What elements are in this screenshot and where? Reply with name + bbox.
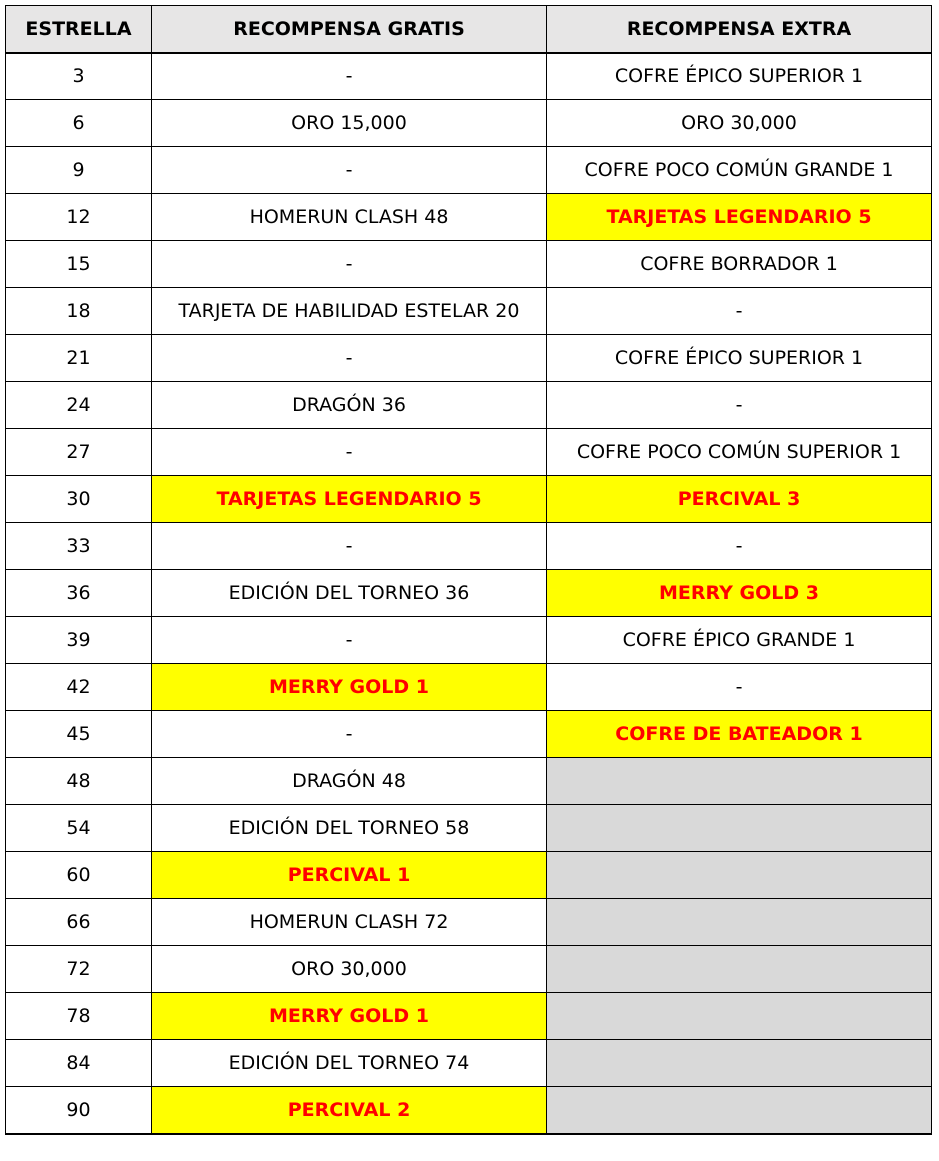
star-cell: 15 bbox=[6, 241, 152, 288]
extra-reward-cell: COFRE ÉPICO SUPERIOR 1 bbox=[547, 335, 932, 382]
free-reward-cell: PERCIVAL 2 bbox=[152, 1087, 547, 1134]
table-row bbox=[6, 664, 932, 711]
star-cell: 39 bbox=[6, 617, 152, 664]
star-cell: 78 bbox=[6, 993, 152, 1040]
star-cell: 48 bbox=[6, 758, 152, 805]
table-row bbox=[6, 805, 932, 852]
rewards-table bbox=[5, 5, 932, 1135]
table-row bbox=[6, 241, 932, 288]
table-row bbox=[6, 288, 932, 335]
free-reward-cell: TARJETAS LEGENDARIO 5 bbox=[152, 476, 547, 523]
table-row bbox=[6, 711, 932, 758]
star-cell: 72 bbox=[6, 946, 152, 993]
free-reward-cell: - bbox=[152, 711, 547, 758]
table-row bbox=[6, 1087, 932, 1134]
extra-reward-cell bbox=[547, 852, 932, 899]
extra-reward-cell: COFRE ÉPICO SUPERIOR 1 bbox=[547, 53, 932, 100]
free-reward-cell: EDICIÓN DEL TORNEO 74 bbox=[152, 1040, 547, 1087]
table-row bbox=[6, 194, 932, 241]
extra-reward-cell: ORO 30,000 bbox=[547, 100, 932, 147]
star-cell: 54 bbox=[6, 805, 152, 852]
free-reward-cell: - bbox=[152, 53, 547, 100]
extra-reward-cell bbox=[547, 1087, 932, 1134]
extra-reward-cell bbox=[547, 1040, 932, 1087]
extra-reward-cell: COFRE BORRADOR 1 bbox=[547, 241, 932, 288]
extra-reward-cell: - bbox=[547, 382, 932, 429]
table-row bbox=[6, 758, 932, 805]
star-cell: 33 bbox=[6, 523, 152, 570]
table-row bbox=[6, 335, 932, 382]
free-reward-cell: MERRY GOLD 1 bbox=[152, 664, 547, 711]
extra-reward-cell: - bbox=[547, 523, 932, 570]
star-cell: 66 bbox=[6, 899, 152, 946]
star-cell: 45 bbox=[6, 711, 152, 758]
extra-reward-cell: COFRE DE BATEADOR 1 bbox=[547, 711, 932, 758]
header-free-reward: RECOMPENSA GRATIS bbox=[152, 6, 547, 53]
table-row bbox=[6, 617, 932, 664]
table-row bbox=[6, 382, 932, 429]
table-row bbox=[6, 570, 932, 617]
star-cell: 84 bbox=[6, 1040, 152, 1087]
free-reward-cell: - bbox=[152, 617, 547, 664]
table-row bbox=[6, 1040, 932, 1087]
table-row bbox=[6, 899, 932, 946]
extra-reward-cell: COFRE POCO COMÚN SUPERIOR 1 bbox=[547, 429, 932, 476]
star-cell: 42 bbox=[6, 664, 152, 711]
star-cell: 27 bbox=[6, 429, 152, 476]
free-reward-cell: HOMERUN CLASH 48 bbox=[152, 194, 547, 241]
extra-reward-cell bbox=[547, 758, 932, 805]
header-star: ESTRELLA bbox=[6, 6, 152, 53]
free-reward-cell: - bbox=[152, 241, 547, 288]
extra-reward-cell: COFRE ÉPICO GRANDE 1 bbox=[547, 617, 932, 664]
free-reward-cell: - bbox=[152, 147, 547, 194]
table-row bbox=[6, 53, 932, 100]
free-reward-cell: - bbox=[152, 523, 547, 570]
free-reward-cell: HOMERUN CLASH 72 bbox=[152, 899, 547, 946]
free-reward-cell: ORO 30,000 bbox=[152, 946, 547, 993]
free-reward-cell: EDICIÓN DEL TORNEO 58 bbox=[152, 805, 547, 852]
extra-reward-cell: - bbox=[547, 288, 932, 335]
table-row bbox=[6, 429, 932, 476]
free-reward-cell: ORO 15,000 bbox=[152, 100, 547, 147]
extra-reward-cell: TARJETAS LEGENDARIO 5 bbox=[547, 194, 932, 241]
table-row bbox=[6, 523, 932, 570]
star-cell: 21 bbox=[6, 335, 152, 382]
extra-reward-cell: MERRY GOLD 3 bbox=[547, 570, 932, 617]
extra-reward-cell: - bbox=[547, 664, 932, 711]
star-cell: 90 bbox=[6, 1087, 152, 1134]
star-cell: 36 bbox=[6, 570, 152, 617]
free-reward-cell: DRAGÓN 48 bbox=[152, 758, 547, 805]
star-cell: 18 bbox=[6, 288, 152, 335]
extra-reward-cell: COFRE POCO COMÚN GRANDE 1 bbox=[547, 147, 932, 194]
table-row bbox=[6, 852, 932, 899]
star-cell: 6 bbox=[6, 100, 152, 147]
free-reward-cell: PERCIVAL 1 bbox=[152, 852, 547, 899]
star-cell: 60 bbox=[6, 852, 152, 899]
free-reward-cell: TARJETA DE HABILIDAD ESTELAR 20 bbox=[152, 288, 547, 335]
table-row bbox=[6, 100, 932, 147]
header-row bbox=[6, 6, 932, 53]
table-row bbox=[6, 147, 932, 194]
extra-reward-cell bbox=[547, 946, 932, 993]
star-cell: 30 bbox=[6, 476, 152, 523]
extra-reward-cell bbox=[547, 993, 932, 1040]
star-cell: 24 bbox=[6, 382, 152, 429]
star-cell: 9 bbox=[6, 147, 152, 194]
table-row bbox=[6, 946, 932, 993]
free-reward-cell: MERRY GOLD 1 bbox=[152, 993, 547, 1040]
free-reward-cell: - bbox=[152, 335, 547, 382]
free-reward-cell: EDICIÓN DEL TORNEO 36 bbox=[152, 570, 547, 617]
rewards-body bbox=[6, 53, 932, 1134]
extra-reward-cell bbox=[547, 899, 932, 946]
header-extra-reward: RECOMPENSA EXTRA bbox=[547, 6, 932, 53]
free-reward-cell: DRAGÓN 36 bbox=[152, 382, 547, 429]
free-reward-cell: - bbox=[152, 429, 547, 476]
table-row bbox=[6, 993, 932, 1040]
table-row bbox=[6, 476, 932, 523]
star-cell: 12 bbox=[6, 194, 152, 241]
extra-reward-cell: PERCIVAL 3 bbox=[547, 476, 932, 523]
star-cell: 3 bbox=[6, 53, 152, 100]
extra-reward-cell bbox=[547, 805, 932, 852]
